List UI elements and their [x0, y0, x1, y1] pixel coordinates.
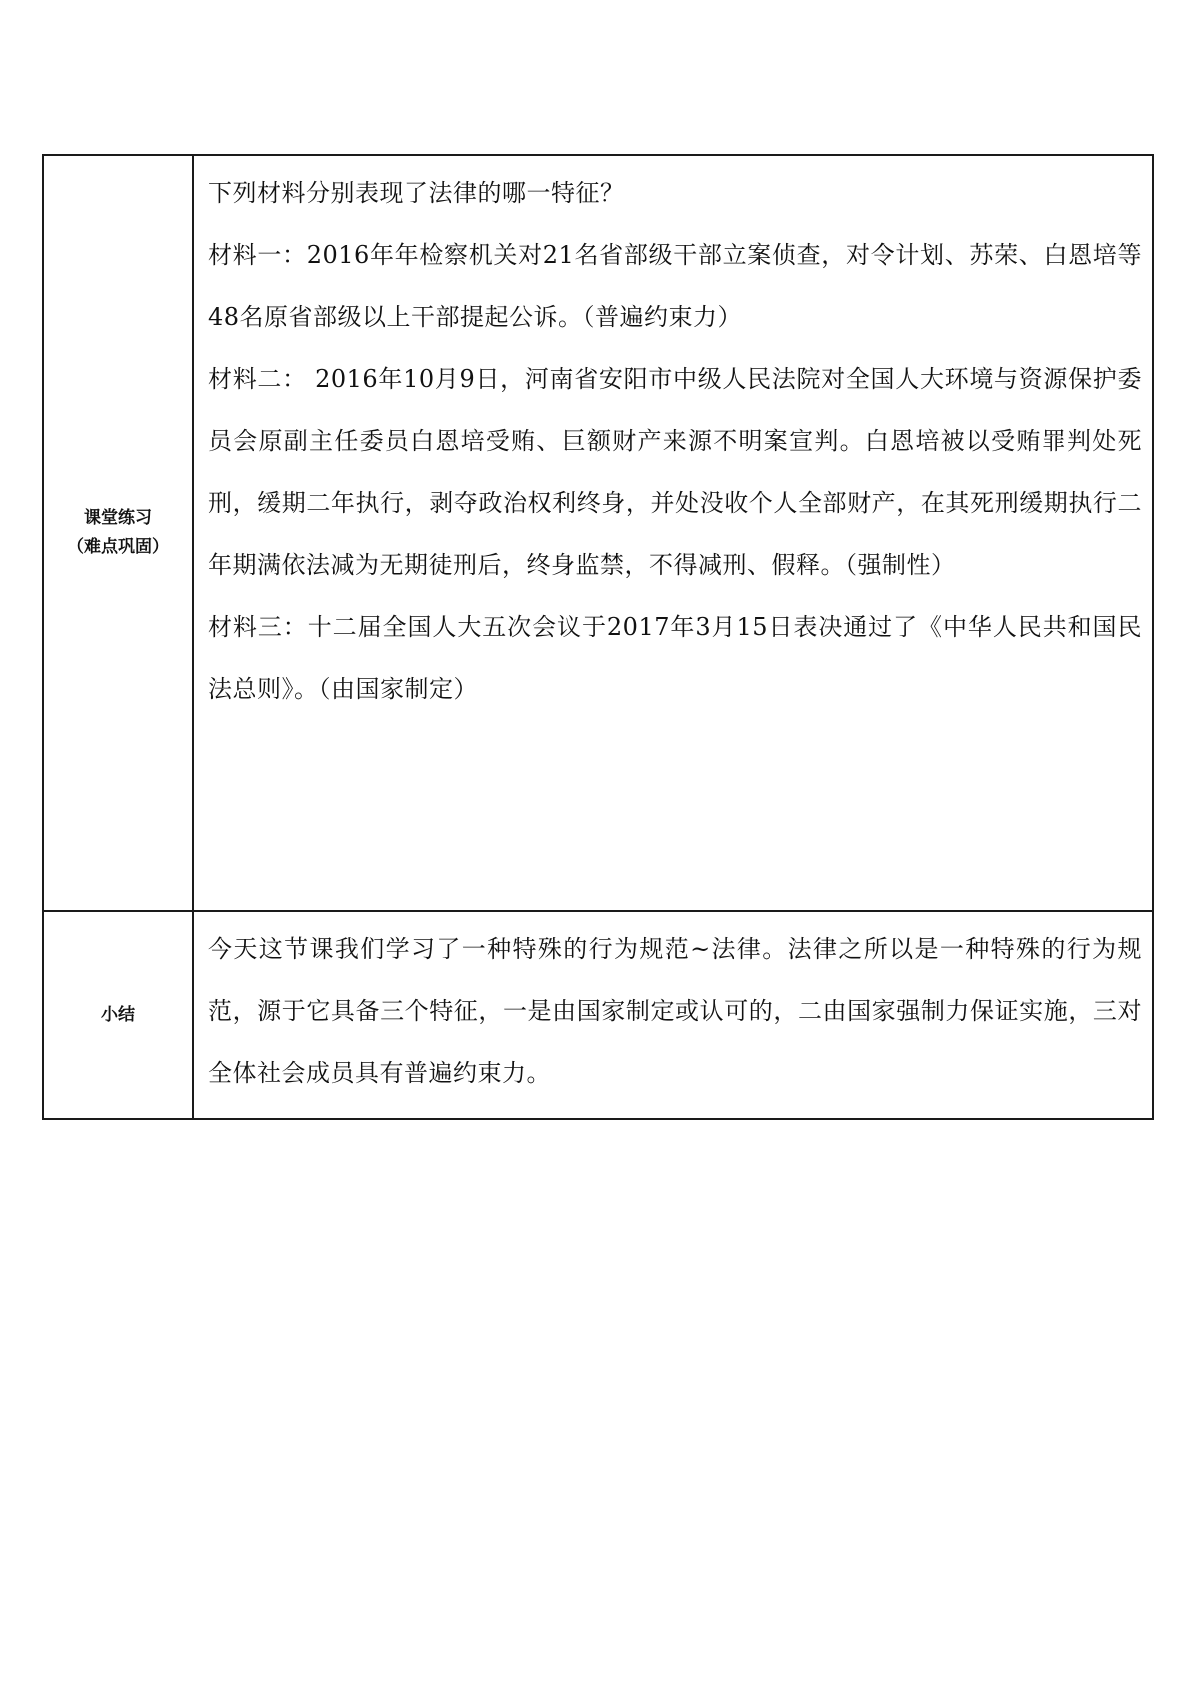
lesson-table [42, 154, 1154, 1120]
practice-label-cell [43, 155, 193, 911]
summary-content-cell [193, 911, 1153, 1119]
material-one: 材料一：2016年年检察机关对21名省部级干部立案侦查，对令计划、苏荣、白恩培等48名原省部级以上干部提起公诉。（普遍约束力） [208, 241, 1142, 331]
practice-question: 下列材料分别表现了法律的哪一特征？ [208, 179, 625, 207]
practice-label-title: 课堂练习 [84, 508, 152, 528]
summary-label-cell [43, 911, 193, 1119]
material-three: 材料三：十二届全国人大五次会议于2017年3月15日表决通过了《中华人民共和国民法总则》。（由国家制定） [208, 613, 1142, 703]
summary-text: 今天这节课我们学习了一种特殊的行为规范~法律。法律之所以是一种特殊的行为规范，源于它具备三个特征，一是由国家制定或认可的，二由国家强制力保证实施，三对全体社会成员具有普遍约束力。 [208, 935, 1142, 1087]
practice-label-subtitle: （难点巩固） [67, 537, 169, 557]
summary-label: 小结 [101, 1004, 135, 1025]
material-two: 材料二： 2016年10月9日，河南省安阳市中级人民法院对全国人大环境与资源保护委员会原副主任委员白恩培受贿、巨额财产来源不明案宣判。白恩培被以受贿罪判处死刑，缓期二年执行，剥夺政治权利终身，并处没收个人全部财产，在其死刑缓期执行二年期满依法减为无期徒刑后，终身监禁，不得减刑、假释。（强制性） [208, 365, 1142, 579]
practice-row [43, 155, 1153, 911]
summary-row [43, 911, 1153, 1119]
practice-content-cell [193, 155, 1153, 911]
